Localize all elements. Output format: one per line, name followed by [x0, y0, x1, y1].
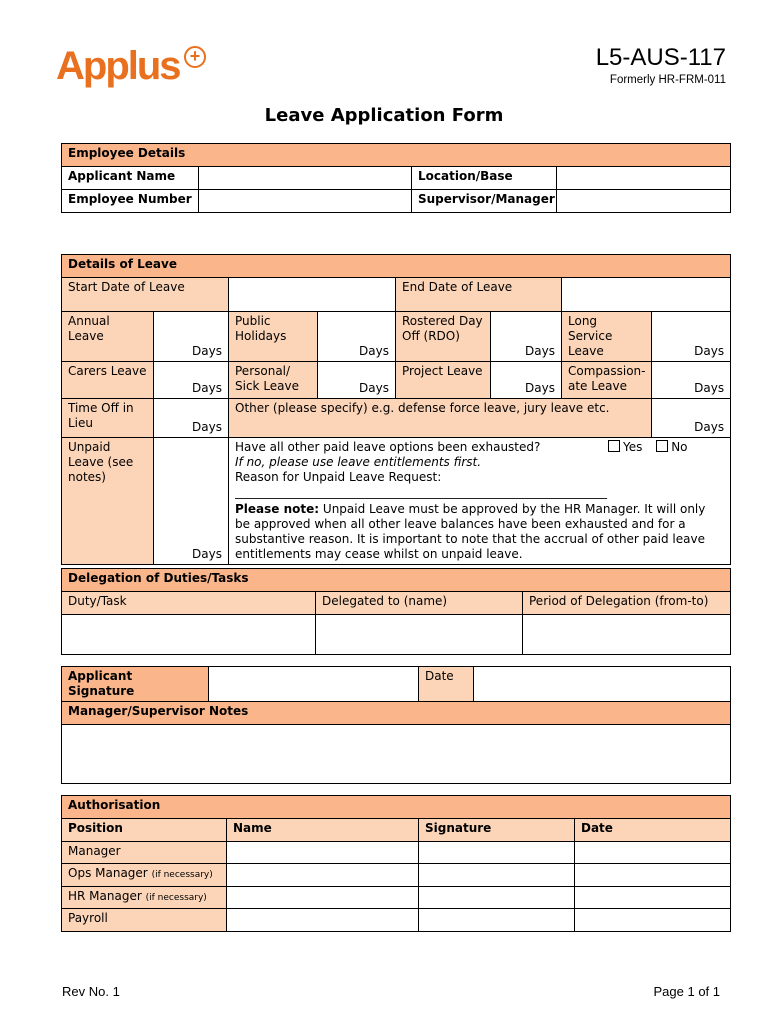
long-service-label: Long Service Leave — [562, 312, 652, 362]
signature-date-label: Date — [419, 667, 474, 702]
logo-plus-icon: + — [184, 46, 206, 68]
note-label: Please note: — [235, 502, 320, 516]
applicant-name-field[interactable] — [199, 167, 412, 190]
signature-date-field[interactable] — [474, 667, 731, 702]
ops-manager-date-field[interactable] — [575, 864, 731, 887]
annual-leave-days[interactable]: Days — [154, 312, 229, 362]
period-field[interactable] — [523, 615, 731, 655]
hr-manager-signature-field[interactable] — [419, 887, 575, 909]
authorisation-table — [61, 795, 731, 932]
manager-notes-table — [61, 701, 731, 784]
rostered-day-off-days[interactable]: Days — [491, 312, 562, 362]
end-date-label: End Date of Leave — [396, 278, 562, 312]
start-date-label: Start Date of Leave — [62, 278, 229, 312]
other-leave-label: Other (please specify) e.g. defense force leave, jury leave etc. — [229, 399, 652, 438]
supervisor-label: Supervisor/Manager — [412, 190, 557, 213]
end-date-field[interactable] — [562, 278, 731, 312]
employee-details-table — [61, 143, 731, 213]
document-code: L5-AUS-117 — [595, 44, 726, 71]
payroll-signature-field[interactable] — [419, 909, 575, 932]
delegation-table — [61, 568, 731, 655]
location-field[interactable] — [557, 167, 731, 190]
start-date-field[interactable] — [229, 278, 396, 312]
delegation-header: Delegation of Duties/Tasks — [62, 569, 731, 592]
public-holidays-days[interactable]: Days — [318, 312, 396, 362]
manager-row-label: Manager — [62, 842, 227, 864]
yes-label: Yes — [623, 440, 643, 454]
signature-table — [61, 666, 731, 702]
time-off-lieu-label: Time Off in Lieu — [62, 399, 154, 438]
employee-number-field[interactable] — [199, 190, 412, 213]
ops-manager-signature-field[interactable] — [419, 864, 575, 887]
payroll-date-field[interactable] — [575, 909, 731, 932]
compassionate-label: Compassion-ate Leave — [562, 362, 652, 399]
exhausted-question: Have all other paid leave options been exhausted? — [235, 440, 541, 454]
time-off-lieu-days[interactable]: Days — [154, 399, 229, 438]
applus-logo — [56, 44, 201, 89]
page-number: Page 1 of 1 — [653, 984, 720, 999]
applicant-signature-label: Applicant Signature — [62, 667, 209, 702]
logo-text: Applus — [56, 44, 180, 88]
no-checkbox[interactable] — [656, 440, 668, 452]
unpaid-leave-details — [229, 438, 731, 565]
carers-leave-label: Carers Leave — [62, 362, 154, 399]
project-leave-days[interactable]: Days — [491, 362, 562, 399]
date-col-header: Date — [575, 819, 731, 842]
annual-leave-label: Annual Leave — [62, 312, 154, 362]
manager-notes-header: Manager/Supervisor Notes — [62, 702, 731, 725]
reason-line[interactable]: ______________________________________________________________ — [235, 485, 607, 499]
authorisation-header: Authorisation — [62, 796, 731, 819]
ops-manager-row — [62, 864, 227, 887]
hr-manager-row — [62, 887, 227, 909]
public-holidays-label: Public Holidays — [229, 312, 318, 362]
compassionate-days[interactable]: Days — [652, 362, 731, 399]
applicant-name-label: Applicant Name — [62, 167, 199, 190]
delegated-to-field[interactable] — [316, 615, 523, 655]
location-label: Location/Base — [412, 167, 557, 190]
signature-col-header: Signature — [419, 819, 575, 842]
note-text: Unpaid Leave must be approved by the HR Manager. It will only be approved when all other leave balances have been exhausted and for a substantive reason. It is important to note that the accrual of other paid leave entitlements may cease whilst on unpaid leave. — [235, 502, 706, 561]
page-title: Leave Application Form — [264, 105, 504, 126]
delegated-to-label: Delegated to (name) — [316, 592, 523, 615]
unpaid-note — [235, 502, 724, 562]
ops-manager-label: Ops Manager — [68, 866, 148, 880]
period-label: Period of Delegation (from-to) — [523, 592, 731, 615]
hr-if-necessary: (if necessary) — [145, 893, 207, 903]
manager-name-field[interactable] — [227, 842, 419, 864]
manager-date-field[interactable] — [575, 842, 731, 864]
hr-manager-date-field[interactable] — [575, 887, 731, 909]
carers-leave-days[interactable]: Days — [154, 362, 229, 399]
position-col-header: Position — [62, 819, 227, 842]
yes-checkbox[interactable] — [608, 440, 620, 452]
employee-number-label: Employee Number — [62, 190, 199, 213]
no-label: No — [671, 440, 688, 454]
leave-details-header: Details of Leave — [62, 255, 731, 278]
reason-label: Reason for Unpaid Leave Request: — [235, 470, 442, 484]
employee-details-header: Employee Details — [62, 144, 731, 167]
unpaid-leave-days[interactable]: Days — [154, 438, 229, 565]
rostered-day-off-label: Rostered Day Off (RDO) — [396, 312, 491, 362]
payroll-row-label: Payroll — [62, 909, 227, 932]
revision-number: Rev No. 1 — [62, 984, 120, 999]
duty-task-label: Duty/Task — [62, 592, 316, 615]
hr-manager-label: HR Manager — [68, 889, 142, 903]
ops-manager-name-field[interactable] — [227, 864, 419, 887]
unpaid-leave-label: Unpaid Leave (see notes) — [62, 438, 154, 565]
project-leave-label: Project Leave — [396, 362, 491, 399]
payroll-name-field[interactable] — [227, 909, 419, 932]
name-col-header: Name — [227, 819, 419, 842]
hr-manager-name-field[interactable] — [227, 887, 419, 909]
personal-sick-label: Personal/ Sick Leave — [229, 362, 318, 399]
personal-sick-days[interactable]: Days — [318, 362, 396, 399]
manager-notes-field[interactable] — [62, 725, 731, 784]
duty-task-field[interactable] — [62, 615, 316, 655]
applicant-signature-field[interactable] — [209, 667, 419, 702]
long-service-days[interactable]: Days — [652, 312, 731, 362]
leave-details-table — [61, 254, 731, 565]
former-code: Formerly HR-FRM-011 — [609, 74, 726, 86]
if-no-note: If no, please use leave entitlements first. — [235, 455, 482, 469]
manager-signature-field[interactable] — [419, 842, 575, 864]
supervisor-field[interactable] — [557, 190, 731, 213]
ops-if-necessary: (if necessary) — [151, 870, 213, 880]
other-leave-days[interactable]: Days — [652, 399, 731, 438]
